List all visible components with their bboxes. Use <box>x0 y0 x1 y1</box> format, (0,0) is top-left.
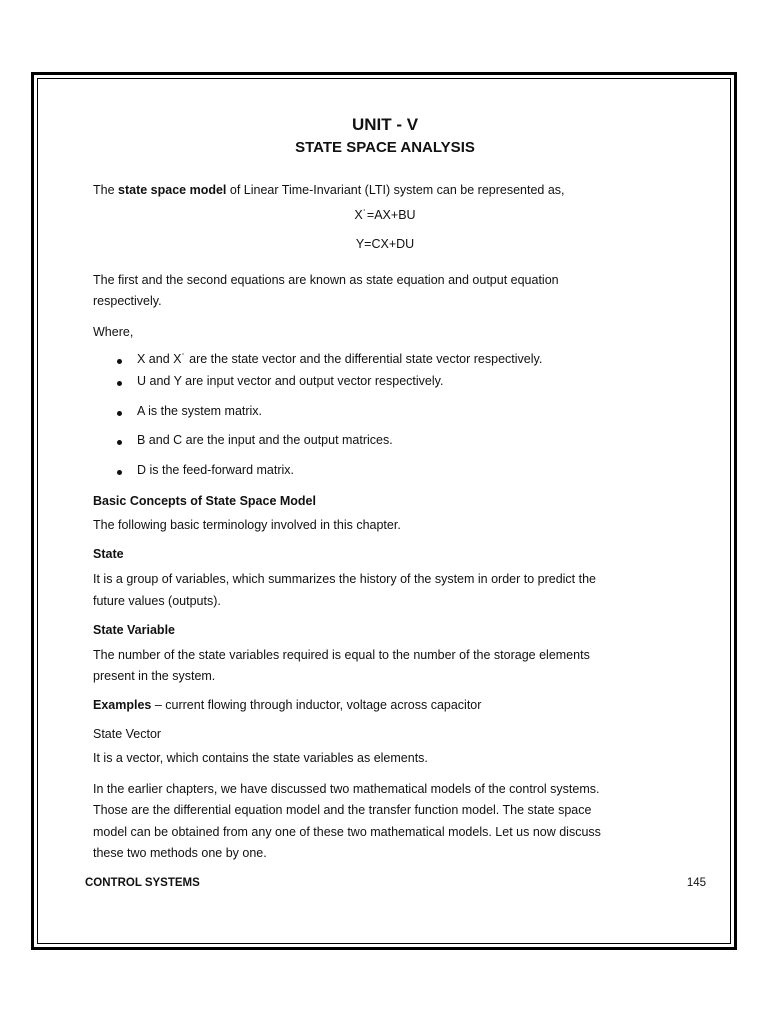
bullet-icon <box>117 359 122 364</box>
closing-line2: Those are the differential equation model and the transfer function model. The state space <box>93 803 592 817</box>
closing-line1: In the earlier chapters, we have discussed two mathematical models of the control systems. <box>93 782 600 796</box>
state-vector-text: It is a vector, which contains the state variables as elements. <box>93 751 428 765</box>
footer-book-title: CONTROL SYSTEMS <box>85 877 200 889</box>
state-text-line1: It is a group of variables, which summarizes the history of the system in order to predict the <box>93 572 596 586</box>
heading-state: State <box>93 547 124 561</box>
closing-line4: these two methods one by one. <box>93 846 267 860</box>
bullet-icon <box>117 411 122 416</box>
heading-state-vector: State Vector <box>93 727 162 741</box>
intro-bold-term: state space model <box>118 183 227 197</box>
state-variable-line1: The number of the state variables required is equal to the number of the storage elements <box>93 648 590 662</box>
state-text-line2: future values (outputs). <box>93 594 221 608</box>
intro-pre: The <box>93 183 119 197</box>
closing-line3: model can be obtained from any one of these two mathematical models. Let us now discuss <box>93 825 601 839</box>
equations-paragraph-line1: The first and the second equations are known as state equation and output equation <box>93 273 559 287</box>
intro-paragraph <box>93 180 565 201</box>
heading-state-variable: State Variable <box>93 623 175 637</box>
page-title: STATE SPACE ANALYSIS <box>295 139 475 156</box>
basic-concepts-text: The following basic terminology involved in this chapter. <box>93 518 401 532</box>
footer-page-number: 145 <box>686 877 706 889</box>
equations-paragraph-line2: respectively. <box>93 294 162 308</box>
state-variable-line2: present in the system. <box>93 669 216 683</box>
where-label: Where, <box>93 325 134 339</box>
bullet-icon <box>117 440 122 445</box>
bullet-icon <box>117 470 122 475</box>
unit-heading: UNIT - V <box>351 115 419 134</box>
state-equation: X˙=AX+BU <box>354 208 416 222</box>
bullet-icon <box>117 381 122 386</box>
examples-line <box>93 695 481 716</box>
examples-label: Examples <box>93 698 152 712</box>
examples-text: – current flowing through inductor, voltage across capacitor <box>151 698 482 712</box>
output-equation: Y=CX+DU <box>355 237 415 251</box>
intro-post: of Linear Time-Invariant (LTI) system can be represented as, <box>226 183 565 197</box>
heading-basic-concepts: Basic Concepts of State Space Model <box>93 494 316 508</box>
